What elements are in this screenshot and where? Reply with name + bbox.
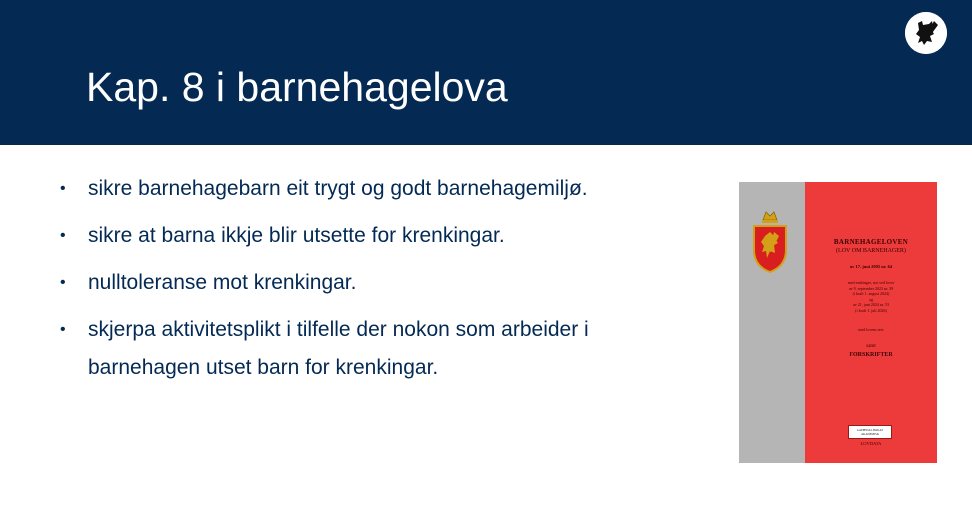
book-publisher: LOVDATA [860,441,882,446]
book-date-line: av 17. juni 2005 nr. 64 [849,264,893,269]
bullet-list [60,170,680,387]
bullet-item [60,311,680,387]
book-spine [739,182,805,463]
book-samt: samt [866,344,876,349]
book-changes-line: av 9. september 2023 nr. 39 [848,285,894,291]
book-front-cover [805,182,937,463]
bullet-point-icon: • [60,180,66,197]
bullet-text: sikre at barna ikkje blir utsette for krenkingar. [88,224,505,247]
book-publisher-label [848,425,892,439]
bullet-point-icon: • [60,227,66,244]
bullet-text: skjerpa aktivitetsplikt i tilfelle der nokon som arbeider i barnehagen utset barn for krenkingar. [88,318,589,379]
norwegian-lion-logo-icon [905,12,947,54]
book-note: med lovens text [858,327,884,332]
bullet-item [60,264,680,302]
bullet-point-icon: • [60,321,66,338]
book-changes-line: av 21. juni 2024 nr. 53 [852,302,890,307]
bullet-point-icon: • [60,274,66,291]
bullet-text: nulltoleranse mot krenkingar. [88,271,357,294]
book-changes-line: (i kraft 1. august 2024) [852,291,890,296]
book-changes-line: med endringer, sist ved lover [847,280,895,285]
book-subtitle: (LOV OM BARNEHAGER) [836,248,906,254]
book-changes-line: (i kraft 1. juli 2026) [855,307,887,313]
bullet-item [60,170,680,208]
book-changes-line: og [869,296,873,302]
slide-header [0,0,972,145]
book-publisher-label-text: GAPPEDAL BOKAS AKADEMISK [856,428,884,436]
book-cover-image [739,182,937,463]
book-changes [815,280,927,313]
coat-of-arms-icon [751,208,789,274]
book-title: BARNEHAGELOVEN [833,238,909,246]
bullet-text: sikre barnehagebarn eit trygt og godt barnehagemiljø. [88,177,588,200]
bullet-item [60,217,680,255]
book-forskrifter: FORSKRIFTER [849,352,893,358]
slide-title: Kap. 8 i barnehagelova [86,64,508,110]
